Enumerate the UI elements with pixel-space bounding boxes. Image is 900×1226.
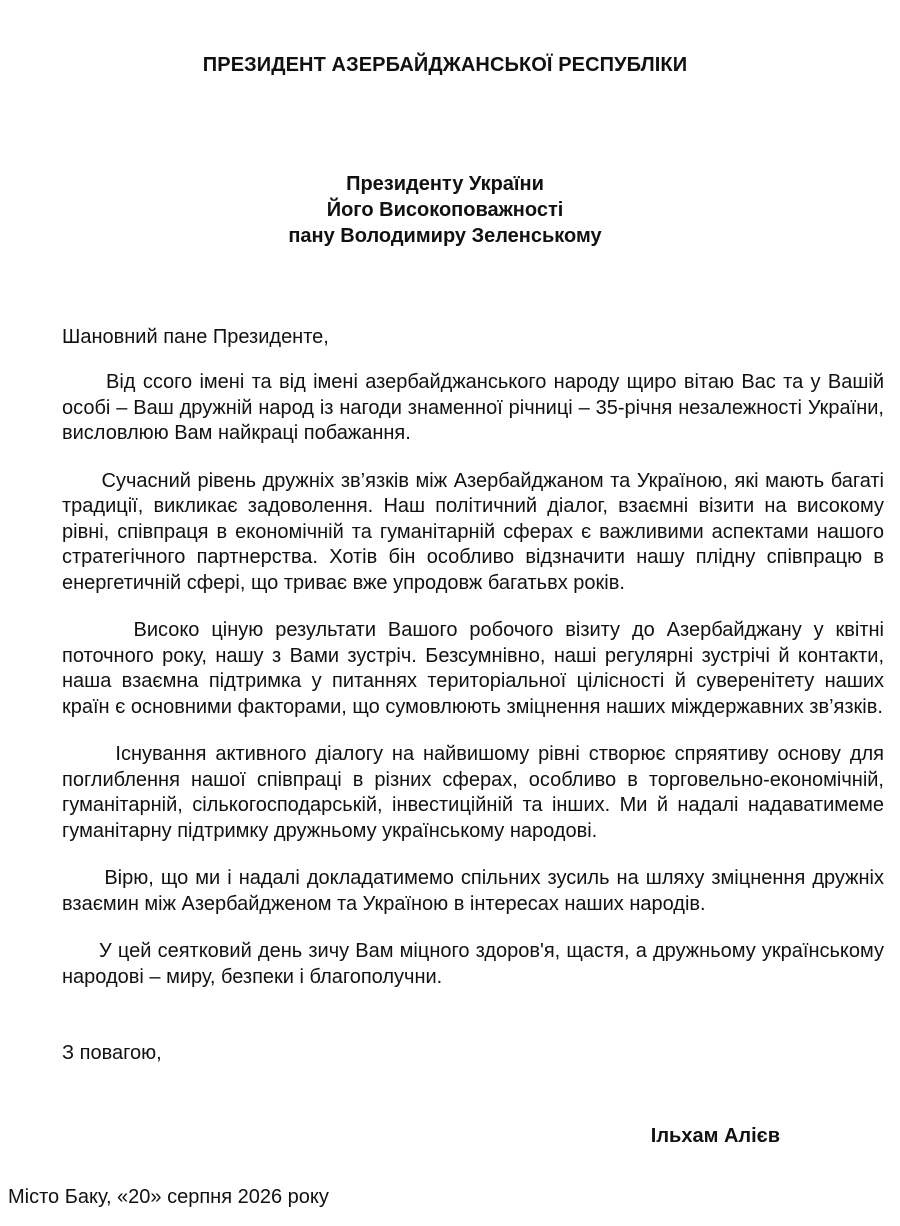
place-and-date: Місто Баку, «20» серпня 2026 року [8, 1186, 329, 1208]
closing-phrase: З повагою, [62, 1042, 162, 1064]
body-paragraph-wishes: У цей сеятковий день зичу Вам міцного здоров'я, щастя, а дружньому українському народові – миру, безпеки і благополучни. [62, 940, 884, 988]
body-paragraph-cooperation: Вірю, що ми і надалі докладатимемо спільних зусиль на шляху зміцнення дружніх взаємин між Азербайдженом та Україною в інтересах наших народів. [62, 867, 884, 915]
addressee-block [0, 171, 890, 249]
addressee-line-title: Президенту України [346, 173, 544, 195]
addressee-line-honorific: Його Високоповажності [326, 199, 564, 221]
letter-body [62, 370, 884, 1012]
body-paragraph-congratulations: Від ссого імені та від імені азербайджанського народу щиро вітаю Вас та у Вашій особі – Ваш дружній народ із нагоди знаменної річниці – 35-річня незалежності України, висловлюю Вам найкраці побажання. [62, 371, 884, 444]
salutation: Шановний пане Президенте, [62, 326, 329, 348]
letter-heading: ПРЕЗИДЕНТ АЗЕРБАЙДЖАНСЬКОЇ РЕСПУБЛІКИ [202, 54, 688, 76]
signature-name: Ільхам Алієв [650, 1125, 780, 1147]
body-paragraph-dialogue: Існування активного діалогу на найвишому рівні створює спряятиву основу для поглиблення нашої співпраці в різних сферах, особливо в торговельно-економічній, гуманітарній, сількогосподарській, інвестиційній та інших. Ми й надалі надаватимеме гуманітарну підтримку дружньому українському народові. [62, 743, 884, 842]
body-paragraph-relations: Сучасний рівень дружніх зв’язків між Азербайджаном та Україною, які мають багаті традиції, викликає задоволення. Наш політичний діалог, взаємні візити на високому рівні, співпраця в економічній та гуманітарній сферах є важливими аспектами нашого стратегічного партнерства. Хотів бін особливо відзначити нашу плідну співпрацю в енергетичній сфері, що триває вже упродовж багатьвх років. [62, 469, 884, 594]
addressee-line-name: пану Володимиру Зеленському [288, 225, 602, 247]
body-paragraph-visit: Високо ціную результати Вашого робочого візиту до Азербайджану у квітні поточного року, нашу з Вами зустріч. Безсумнівно, наші регулярні зустрічі й контакти, наша взаємна підтримка у питаннях територіальної цілісності й суверенітету наших країн є основними факторами, що сумовлюють зміцнення наших міждержавних зв’язків. [62, 619, 884, 718]
